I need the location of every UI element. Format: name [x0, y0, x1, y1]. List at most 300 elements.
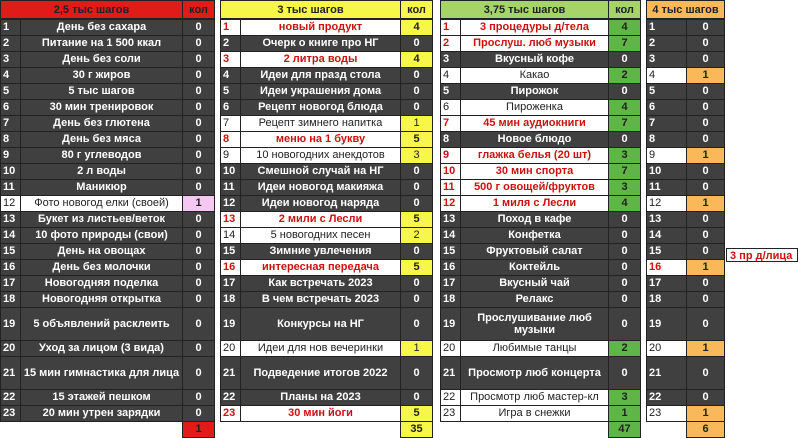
count-cell[interactable]: 0 — [183, 131, 215, 147]
table-row — [647, 99, 725, 115]
count-cell[interactable]: 1 — [687, 195, 725, 211]
table-row — [221, 67, 433, 83]
table-row — [1, 147, 215, 163]
task-name[interactable]: Пирожок — [461, 83, 609, 99]
row-number: 21 — [221, 356, 241, 389]
table-row — [647, 291, 725, 307]
row-number: 12 — [221, 195, 241, 211]
count-cell[interactable]: 0 — [183, 291, 215, 307]
count-cell[interactable]: 7 — [609, 35, 641, 51]
task-name[interactable]: Вкусный чай — [461, 275, 609, 291]
task-name[interactable]: День без молочки — [21, 259, 183, 275]
count-cell[interactable]: 0 — [401, 275, 433, 291]
row-number: 14 — [441, 227, 461, 243]
row-number: 5 — [647, 83, 687, 99]
task-name[interactable]: Конфетка — [461, 227, 609, 243]
row-number: 12 — [441, 195, 461, 211]
total-spacer — [647, 421, 687, 437]
total-spacer — [1, 421, 183, 437]
task-name[interactable]: Коктейль — [461, 259, 609, 275]
task-name[interactable]: 10 фото природы (свои) — [21, 227, 183, 243]
task-name[interactable]: 1 миля с Лесли — [461, 195, 609, 211]
task-name[interactable]: Фото новогод елки (своей) — [21, 195, 183, 211]
task-name[interactable]: Любимые танцы — [461, 340, 609, 356]
count-cell[interactable]: 2 — [609, 340, 641, 356]
row-number: 8 — [1, 131, 21, 147]
count-cell[interactable]: 4 — [401, 19, 433, 35]
table-row — [441, 99, 641, 115]
block-title: 4 тыс шагов — [647, 1, 725, 20]
block-title: 3,75 тыс шагов — [441, 1, 609, 20]
task-name[interactable]: Идеи для нов вечеринки — [241, 340, 401, 356]
table-row — [441, 131, 641, 147]
task-name[interactable]: День без сахара — [21, 19, 183, 35]
table-row — [221, 163, 433, 179]
task-name[interactable]: 10 новогодних анекдотов — [241, 147, 401, 163]
table-row — [221, 340, 433, 356]
count-cell[interactable]: 1 — [609, 405, 641, 421]
count-cell[interactable]: 4 — [609, 195, 641, 211]
row-number: 10 — [221, 163, 241, 179]
row-number: 18 — [1, 291, 21, 307]
task-name[interactable]: Идеи новогод наряда — [241, 195, 401, 211]
kol-header: кол — [609, 1, 641, 20]
count-cell[interactable]: 2 — [401, 227, 433, 243]
task-name[interactable]: Новогодняя поделка — [21, 275, 183, 291]
task-name[interactable]: Поход в кафе — [461, 211, 609, 227]
count-cell[interactable]: 0 — [183, 307, 215, 340]
count-cell[interactable]: 5 — [401, 211, 433, 227]
count-cell[interactable]: 0 — [401, 291, 433, 307]
count-cell[interactable]: 1 — [687, 67, 725, 83]
count-cell[interactable]: 0 — [183, 19, 215, 35]
table-row — [221, 356, 433, 389]
task-name[interactable]: Идеи украшения дома — [241, 83, 401, 99]
count-cell[interactable]: 0 — [687, 275, 725, 291]
task-name[interactable]: День на овощах — [21, 243, 183, 259]
task-name[interactable]: Маникюр — [21, 179, 183, 195]
task-name[interactable]: Новогодняя открытка — [21, 291, 183, 307]
task-name[interactable]: 20 мин утрен зарядки — [21, 405, 183, 421]
table-row — [1, 35, 215, 51]
count-cell[interactable]: 0 — [609, 275, 641, 291]
table-row — [221, 275, 433, 291]
table-row — [647, 51, 725, 67]
row-number: 23 — [441, 405, 461, 421]
count-cell[interactable]: 1 — [401, 340, 433, 356]
task-name[interactable]: 30 мин спорта — [461, 163, 609, 179]
table-row — [221, 291, 433, 307]
count-cell[interactable]: 0 — [183, 243, 215, 259]
task-name[interactable]: 45 мин аудиокниги — [461, 115, 609, 131]
count-cell[interactable]: 0 — [609, 243, 641, 259]
count-cell[interactable]: 0 — [183, 67, 215, 83]
row-number: 1 — [647, 19, 687, 35]
total-spacer — [221, 421, 401, 437]
row-number: 23 — [221, 405, 241, 421]
count-cell[interactable]: 0 — [687, 307, 725, 340]
count-cell[interactable]: 0 — [687, 227, 725, 243]
task-name[interactable]: Новое блюдо — [461, 131, 609, 147]
row-number: 8 — [647, 131, 687, 147]
row-number: 20 — [221, 340, 241, 356]
row-number: 20 — [1, 340, 21, 356]
count-cell[interactable]: 0 — [401, 83, 433, 99]
count-cell[interactable]: 0 — [183, 83, 215, 99]
total-row — [1, 421, 215, 437]
task-name[interactable]: глажка белья (20 шт) — [461, 147, 609, 163]
table-row — [1, 243, 215, 259]
row-number: 17 — [441, 275, 461, 291]
count-cell[interactable]: 0 — [687, 83, 725, 99]
task-name[interactable]: Релакс — [461, 291, 609, 307]
count-cell[interactable]: 0 — [183, 405, 215, 421]
count-cell[interactable]: 0 — [401, 307, 433, 340]
row-number: 13 — [1, 211, 21, 227]
table-row — [647, 211, 725, 227]
row-number: 12 — [1, 195, 21, 211]
task-name[interactable]: Прослуш. люб музыки — [461, 35, 609, 51]
total-count: 35 — [401, 421, 433, 437]
row-number: 22 — [647, 389, 687, 405]
count-cell[interactable]: 0 — [687, 389, 725, 405]
table-row — [1, 99, 215, 115]
count-cell[interactable]: 0 — [687, 131, 725, 147]
task-name[interactable]: Просмотр люб концерта — [461, 356, 609, 389]
table-row — [221, 115, 433, 131]
row-number: 2 — [647, 35, 687, 51]
row-number: 1 — [1, 19, 21, 35]
table-row — [1, 275, 215, 291]
count-cell[interactable]: 0 — [183, 35, 215, 51]
count-cell[interactable]: 0 — [183, 227, 215, 243]
task-name[interactable]: В чем встречать 2023 — [241, 291, 401, 307]
count-cell[interactable]: 0 — [401, 35, 433, 51]
count-cell[interactable]: 1 — [687, 259, 725, 275]
count-cell[interactable]: 5 — [401, 405, 433, 421]
row-number: 6 — [221, 99, 241, 115]
count-cell[interactable]: 0 — [401, 163, 433, 179]
count-cell[interactable]: 3 — [401, 147, 433, 163]
task-name[interactable]: 5 тыс шагов — [21, 83, 183, 99]
count-cell[interactable]: 0 — [687, 51, 725, 67]
row-number: 15 — [647, 243, 687, 259]
table-row — [1, 405, 215, 421]
row-number: 19 — [1, 307, 21, 340]
task-name[interactable]: новый продукт — [241, 19, 401, 35]
row-number: 21 — [1, 356, 21, 389]
count-cell[interactable]: 0 — [687, 99, 725, 115]
count-cell[interactable]: 0 — [609, 83, 641, 99]
row-number: 13 — [647, 211, 687, 227]
count-cell[interactable]: 4 — [609, 99, 641, 115]
count-cell[interactable]: 1 — [687, 405, 725, 421]
task-name[interactable]: Просмотр люб мастер-кл — [461, 389, 609, 405]
task-name[interactable]: День без глютена — [21, 115, 183, 131]
total-count: 1 — [183, 421, 215, 437]
count-cell[interactable]: 0 — [687, 356, 725, 389]
count-cell[interactable]: 0 — [183, 356, 215, 389]
table-row — [1, 211, 215, 227]
count-cell[interactable]: 0 — [401, 99, 433, 115]
count-cell[interactable]: 3 — [609, 179, 641, 195]
row-number: 9 — [221, 147, 241, 163]
table-row — [441, 405, 641, 421]
block-header — [1, 1, 215, 20]
row-number: 12 — [647, 195, 687, 211]
table-row — [647, 307, 725, 340]
row-number: 16 — [647, 259, 687, 275]
row-number: 17 — [647, 275, 687, 291]
row-number: 19 — [647, 307, 687, 340]
table-row — [221, 243, 433, 259]
row-number: 4 — [647, 67, 687, 83]
row-number: 15 — [441, 243, 461, 259]
row-number: 2 — [441, 35, 461, 51]
row-number: 17 — [221, 275, 241, 291]
task-name[interactable]: Идеи для празд стола — [241, 67, 401, 83]
count-cell[interactable]: 0 — [401, 243, 433, 259]
count-cell[interactable]: 4 — [401, 51, 433, 67]
count-cell[interactable]: 0 — [401, 356, 433, 389]
row-number: 8 — [221, 131, 241, 147]
row-number: 6 — [1, 99, 21, 115]
count-cell[interactable]: 1 — [401, 115, 433, 131]
row-number: 16 — [221, 259, 241, 275]
task-name[interactable]: Букет из листьев/веток — [21, 211, 183, 227]
row-number: 11 — [647, 179, 687, 195]
count-cell[interactable]: 5 — [401, 131, 433, 147]
task-name[interactable]: 3 процедуры д/тела — [461, 19, 609, 35]
count-cell[interactable]: 0 — [401, 67, 433, 83]
block-title: 2,5 тыс шагов — [1, 1, 183, 20]
task-name[interactable]: 5 объявлений расклеить — [21, 307, 183, 340]
table-row — [221, 405, 433, 421]
table-row — [441, 291, 641, 307]
count-cell[interactable]: 1 — [687, 147, 725, 163]
table-row — [1, 356, 215, 389]
count-cell[interactable]: 0 — [687, 243, 725, 259]
table-row — [441, 307, 641, 340]
count-cell[interactable]: 0 — [609, 259, 641, 275]
count-cell[interactable]: 0 — [609, 307, 641, 340]
task-name[interactable]: Игра в снежки — [461, 405, 609, 421]
table-row — [221, 389, 433, 405]
count-cell[interactable]: 5 — [401, 259, 433, 275]
count-cell[interactable]: 7 — [609, 163, 641, 179]
count-cell[interactable]: 3 — [609, 147, 641, 163]
row-number: 3 — [1, 51, 21, 67]
count-cell[interactable]: 0 — [183, 211, 215, 227]
count-cell[interactable]: 0 — [401, 389, 433, 405]
kol-header: кол — [401, 1, 433, 20]
count-cell[interactable]: 0 — [183, 99, 215, 115]
task-name[interactable]: 2 литра воды — [241, 51, 401, 67]
table-row — [441, 67, 641, 83]
count-cell[interactable]: 0 — [183, 179, 215, 195]
task-name[interactable]: 2 мили с Лесли — [241, 211, 401, 227]
task-name[interactable]: Рецепт зимнего напитка — [241, 115, 401, 131]
task-name[interactable]: интересная передача — [241, 259, 401, 275]
task-name[interactable]: Питание на 1 500 ккал — [21, 35, 183, 51]
count-cell[interactable]: 2 — [609, 67, 641, 83]
count-cell[interactable]: 0 — [183, 147, 215, 163]
task-name[interactable]: День без соли — [21, 51, 183, 67]
count-cell[interactable]: 0 — [609, 356, 641, 389]
row-number: 7 — [441, 115, 461, 131]
count-cell[interactable]: 0 — [183, 340, 215, 356]
task-name[interactable]: 30 мин йоги — [241, 405, 401, 421]
row-number: 11 — [1, 179, 21, 195]
table-row — [1, 51, 215, 67]
table-row — [1, 389, 215, 405]
task-name[interactable]: День без мяса — [21, 131, 183, 147]
table-row — [441, 115, 641, 131]
count-cell[interactable]: 0 — [687, 35, 725, 51]
count-cell[interactable]: 0 — [401, 179, 433, 195]
task-name[interactable]: 2 л воды — [21, 163, 183, 179]
table-row — [1, 131, 215, 147]
count-cell[interactable]: 0 — [183, 115, 215, 131]
table-row — [221, 35, 433, 51]
row-number: 10 — [647, 163, 687, 179]
total-spacer — [441, 421, 609, 437]
task-name[interactable]: Смешной случай на НГ — [241, 163, 401, 179]
task-name[interactable]: Как встречать 2023 — [241, 275, 401, 291]
task-name[interactable]: Уход за лицом (3 вида) — [21, 340, 183, 356]
count-cell[interactable]: 3 — [609, 389, 641, 405]
total-row — [441, 421, 641, 437]
table-row — [647, 163, 725, 179]
count-cell[interactable]: 0 — [609, 211, 641, 227]
table-row — [221, 131, 433, 147]
task-name[interactable]: Конкурсы на НГ — [241, 307, 401, 340]
block-header — [221, 1, 433, 20]
row-number: 3 — [647, 51, 687, 67]
count-cell[interactable]: 0 — [687, 179, 725, 195]
task-name[interactable]: Пироженка — [461, 99, 609, 115]
count-cell[interactable]: 0 — [183, 275, 215, 291]
count-cell[interactable]: 0 — [183, 51, 215, 67]
table-row — [221, 99, 433, 115]
table-row — [441, 83, 641, 99]
table-row — [647, 115, 725, 131]
row-number: 10 — [1, 163, 21, 179]
table-row — [647, 389, 725, 405]
table-row — [1, 340, 215, 356]
table-row — [1, 115, 215, 131]
block-header — [647, 1, 725, 20]
count-cell[interactable]: 4 — [609, 19, 641, 35]
row-number: 7 — [1, 115, 21, 131]
row-number: 9 — [647, 147, 687, 163]
task-name[interactable]: 30 г жиров — [21, 67, 183, 83]
task-name[interactable]: 80 г углеводов — [21, 147, 183, 163]
count-cell[interactable]: 0 — [609, 51, 641, 67]
row-number: 3 — [221, 51, 241, 67]
table-row — [1, 83, 215, 99]
total-count: 47 — [609, 421, 641, 437]
row-number: 13 — [221, 211, 241, 227]
task-name[interactable]: 15 мин гимнастика для лица — [21, 356, 183, 389]
count-cell[interactable]: 0 — [609, 291, 641, 307]
task-name[interactable]: 15 этажей пешком — [21, 389, 183, 405]
row-number: 5 — [221, 83, 241, 99]
table-row — [647, 35, 725, 51]
row-number: 7 — [221, 115, 241, 131]
count-cell[interactable]: 1 — [687, 340, 725, 356]
table-row — [441, 147, 641, 163]
count-cell[interactable]: 0 — [401, 195, 433, 211]
table-row — [647, 179, 725, 195]
table-row — [221, 211, 433, 227]
task-name[interactable]: Фруктовый салат — [461, 243, 609, 259]
task-name[interactable]: Зимние увлечения — [241, 243, 401, 259]
table-row — [441, 275, 641, 291]
table-row — [221, 51, 433, 67]
table-row — [647, 227, 725, 243]
row-number: 22 — [1, 389, 21, 405]
row-number: 15 — [1, 243, 21, 259]
row-number: 17 — [1, 275, 21, 291]
table-row — [647, 147, 725, 163]
task-name[interactable]: Подведение итогов 2022 — [241, 356, 401, 389]
table-row — [441, 35, 641, 51]
table-row — [1, 259, 215, 275]
task-name[interactable]: 500 г овощей/фруктов — [461, 179, 609, 195]
table-row — [441, 356, 641, 389]
row-number: 19 — [221, 307, 241, 340]
task-name[interactable]: Планы на 2023 — [241, 389, 401, 405]
table-row — [647, 195, 725, 211]
row-number: 23 — [647, 405, 687, 421]
task-name[interactable]: Рецепт новогод блюда — [241, 99, 401, 115]
count-cell[interactable]: 0 — [183, 163, 215, 179]
block-3k-steps — [220, 0, 433, 438]
count-cell[interactable]: 0 — [609, 227, 641, 243]
count-cell[interactable]: 0 — [687, 19, 725, 35]
task-name[interactable]: Вкусный кофе — [461, 51, 609, 67]
task-name[interactable]: меню на 1 букву — [241, 131, 401, 147]
kol-header: кол — [183, 1, 215, 20]
task-name[interactable]: Идеи новогод макияжа — [241, 179, 401, 195]
row-number: 4 — [1, 67, 21, 83]
count-cell[interactable]: 7 — [609, 115, 641, 131]
task-name[interactable]: 30 мин тренировок — [21, 99, 183, 115]
task-name[interactable]: Очерк о книге про НГ — [241, 35, 401, 51]
table-row — [1, 163, 215, 179]
task-name[interactable]: Прослушивание люб музыки — [461, 307, 609, 340]
table-row — [221, 307, 433, 340]
table-row — [1, 179, 215, 195]
task-name[interactable]: Какао — [461, 67, 609, 83]
count-cell[interactable]: 0 — [687, 115, 725, 131]
count-cell[interactable]: 0 — [687, 211, 725, 227]
count-cell[interactable]: 0 — [183, 389, 215, 405]
table-row — [221, 179, 433, 195]
count-cell[interactable]: 1 — [183, 195, 215, 211]
block-title: 3 тыс шагов — [221, 1, 401, 20]
table-row — [1, 307, 215, 340]
row-number: 16 — [1, 259, 21, 275]
count-cell[interactable]: 0 — [687, 291, 725, 307]
task-name[interactable]: 5 новогодних песен — [241, 227, 401, 243]
count-cell[interactable]: 0 — [609, 131, 641, 147]
count-cell[interactable]: 0 — [183, 259, 215, 275]
table-row — [441, 259, 641, 275]
count-cell[interactable]: 0 — [687, 163, 725, 179]
block-4k-steps — [646, 0, 725, 438]
